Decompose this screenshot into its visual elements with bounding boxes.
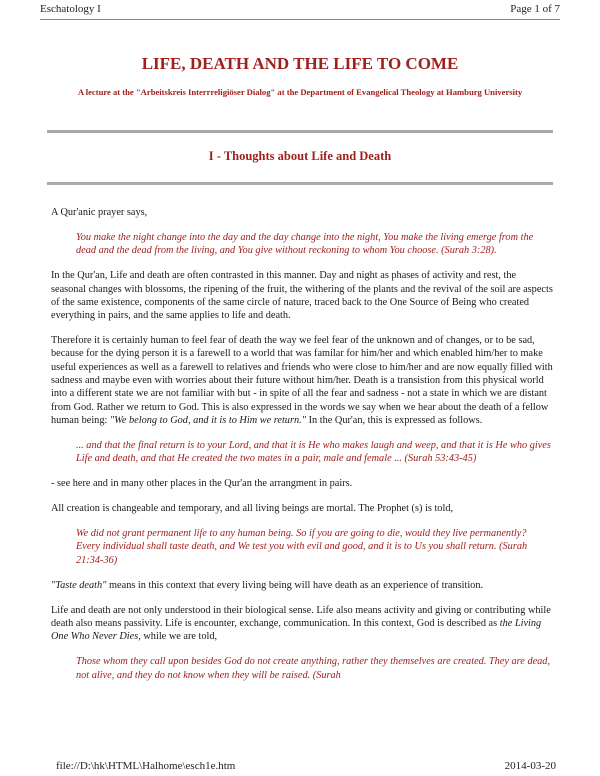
paragraph: All creation is changeable and temporary, and all living beings are mortal. The Prophet (s) is told, xyxy=(51,503,454,515)
quran-quote: Those whom they call upon besides God do not create anything, rather they themselves are created. They are dead, not alive, and they do not know when they will be raised. (Surah xyxy=(76,656,551,681)
section-top-rule xyxy=(47,130,553,133)
footer-date: 2014-03-20 xyxy=(504,760,556,772)
page-title: LIFE, DEATH AND THE LIFE TO COME xyxy=(141,54,459,73)
paragraph xyxy=(51,604,553,644)
paragraph: - see here and in many other places in the Qur'an the arrangment in pairs. xyxy=(51,478,353,490)
section-bottom-rule xyxy=(47,182,553,185)
print-header xyxy=(40,3,560,15)
page-subtitle: A lecture at the "Arbeitskreis Interrreligiöser Dialog" at the Department of Evangelical Theology at Hamburg University xyxy=(77,87,523,97)
text-run: In the Qur'an, this is expressed as follows. xyxy=(306,414,483,426)
paragraph xyxy=(51,579,553,592)
paragraph: A Qur'anic prayer says, xyxy=(51,207,148,218)
text-run: Life and death are not only understood in their biological sense. Life also means activity and giving or contributing while death also means passivity. Life is encounter, exchange, communication. In this context, God is described as xyxy=(51,604,551,630)
text-run: Therefore it is certainly human to feel fear of death the way we feel fear of the unknown and of changes, or to be sad, because for the dying person it is a farewell to a world that was familar for him/her and which enabled him/her to make useful experiences as well as a farewell to relatives and friends who were close to him/her and are now equally filled with sadness and maybe even with worries about their future without him/her. Death is a transistion from this physical world into a different state we are not familiar with but - in spite of all the fear and sadness - not a state in which we are distant from God. Rather we return to God. This is also expressed in the words we say when we hear about the death of a fellow human being: xyxy=(51,335,553,426)
emphasized-text: "Taste death" xyxy=(51,579,107,591)
paragraph xyxy=(51,334,553,427)
header-page-number: Page 1 of 7 xyxy=(510,3,560,15)
quran-quote: ... and that the final return is to your Lord, and that it is He who makes laugh and weep, and that it is He who gives Life and death, and that He created the two mates in a pair, male and female ... (Surah 53:43-45) xyxy=(76,439,551,465)
header-document-title: Eschatology I xyxy=(40,3,101,15)
print-footer xyxy=(56,760,556,772)
emphasized-text: the Living One Who Never Dies xyxy=(51,618,542,643)
emphasized-text: "We belong to God, and it is to Him we return." xyxy=(109,414,307,426)
paragraph: In the Qur'an, Life and death are often contrasted in this manner. Day and night as phases of activity and rest, the seasonal changes with blossoms, the ripening of the fruit, the withering of the plants and the revival of the soil are aspects of the same existence, components of the same circle of nature, traced back to the One Source of Being who created everything in pairs, and the same applies to life and death. xyxy=(51,270,553,322)
quran-quote: We did not grant permanent life to any human being. So if you are going to die, would they live permanently? Every individual shall taste death, and We test you with evil and good, and it is to Us you shall return. (Surah 21:34-36) xyxy=(76,528,528,566)
quran-quote: You make the night change into the day and the day change into the night, You make the living emerge from the dead and the dead from the living, and You give without reckoning to whom You choose. (Surah 3:28). xyxy=(76,231,534,257)
header-divider xyxy=(40,19,560,20)
text-run: means in this context that every living being will have death as an experience of transition. xyxy=(106,579,484,591)
footer-file-path: file://D:\hk\HTML\Halhome\esch1e.htm xyxy=(56,760,236,772)
section-heading: I - Thoughts about Life and Death xyxy=(208,149,392,163)
lecture-body xyxy=(51,206,553,719)
text-run: , while we are told, xyxy=(138,631,218,643)
